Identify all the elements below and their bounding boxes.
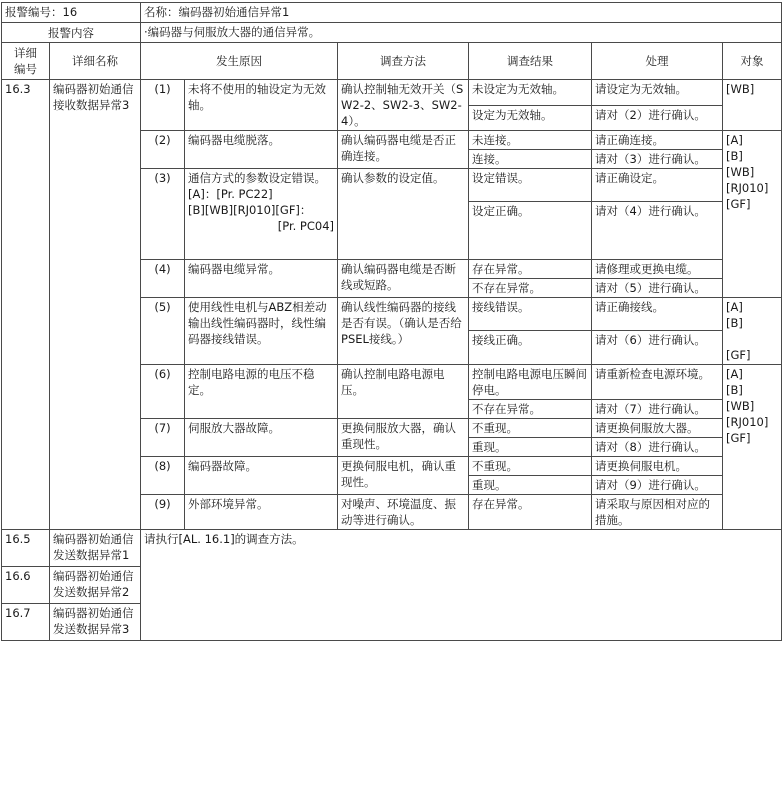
detail-name: 编码器初始通信接收数据异常3 bbox=[50, 80, 141, 530]
result-text: 不重现。 bbox=[469, 419, 592, 438]
col-handling: 处理 bbox=[592, 43, 723, 80]
cause-text: 未将不使用的轴设定为无效轴。 bbox=[185, 80, 338, 131]
handling-text: 请对（7）进行确认。 bbox=[592, 400, 723, 419]
handling-text: 请对（2）进行确认。 bbox=[592, 105, 723, 131]
method-text: 更换伺服电机，确认重现性。 bbox=[338, 457, 469, 495]
cause-row bbox=[2, 80, 782, 106]
handling-text: 请对（6）进行确认。 bbox=[592, 331, 723, 365]
result-text: 存在异常。 bbox=[469, 260, 592, 279]
result-text: 存在异常。 bbox=[469, 495, 592, 530]
handling-text: 请对（3）进行确认。 bbox=[592, 150, 723, 169]
cause-text: 外部环境异常。 bbox=[185, 495, 338, 530]
cause-number: (5) bbox=[141, 298, 185, 365]
result-text: 接线错误。 bbox=[469, 298, 592, 331]
cause-number: (6) bbox=[141, 365, 185, 419]
target-text: [A] [B] [WB] [RJ010] [GF] bbox=[723, 365, 782, 530]
detail-name: 编码器初始通信 发送数据异常2 bbox=[50, 567, 141, 604]
result-text: 设定正确。 bbox=[469, 202, 592, 260]
handling-text: 请对（8）进行确认。 bbox=[592, 438, 723, 457]
handling-text: 请正确连接。 bbox=[592, 131, 723, 150]
alarm-table bbox=[1, 2, 782, 641]
result-text: 连接。 bbox=[469, 150, 592, 169]
detail-number: 16.5 bbox=[2, 530, 50, 567]
col-detail-no: 详细 编号 bbox=[2, 43, 50, 80]
cause-param-c: [Pr. PC04] bbox=[277, 219, 335, 233]
result-text: 重现。 bbox=[469, 476, 592, 495]
result-text: 设定错误。 bbox=[469, 169, 592, 202]
cause-text: 编码器电缆脱落。 bbox=[185, 131, 338, 169]
column-header-row bbox=[2, 43, 782, 80]
target-text: [WB] bbox=[723, 80, 782, 131]
alarm-number: 报警编号：16 bbox=[2, 3, 141, 23]
method-text: 确认编码器电缆是否正确连接。 bbox=[338, 131, 469, 169]
result-text: 重现。 bbox=[469, 438, 592, 457]
detail-number: 16.7 bbox=[2, 604, 50, 641]
handling-text: 请采取与原因相对应的措施。 bbox=[592, 495, 723, 530]
target-text: [A] [B] [WB] [RJ010] [GF] bbox=[723, 131, 782, 298]
alarm-content: ·编码器与伺服放大器的通信异常。 bbox=[141, 23, 782, 43]
handling-text: 请更换伺服电机。 bbox=[592, 457, 723, 476]
detail-row bbox=[2, 530, 782, 567]
alarm-name: 名称：编码器初始通信异常1 bbox=[141, 3, 782, 23]
result-text: 接线正确。 bbox=[469, 331, 592, 365]
handling-text: 请设定为无效轴。 bbox=[592, 80, 723, 106]
cause-number: (3) bbox=[141, 169, 185, 260]
cause-text: 控制电路电源的电压不稳定。 bbox=[185, 365, 338, 419]
cause-text: 编码器故障。 bbox=[185, 457, 338, 495]
target-text: [A] [B] [GF] bbox=[723, 298, 782, 365]
method-text: 确认线性编码器的接线是否有误。（确认是否给PSEL接线。） bbox=[338, 298, 469, 365]
result-text: 设定为无效轴。 bbox=[469, 105, 592, 131]
cause-text: 通信方式的参数设定错误。 bbox=[188, 171, 327, 185]
handling-text: 请正确接线。 bbox=[592, 298, 723, 331]
result-text: 不存在异常。 bbox=[469, 279, 592, 298]
cause-number: (9) bbox=[141, 495, 185, 530]
cause-param-b: [B][WB][RJ010][GF]： bbox=[188, 203, 312, 217]
cause-number: (8) bbox=[141, 457, 185, 495]
handling-text: 请修理或更换电缆。 bbox=[592, 260, 723, 279]
method-text: 确认编码器电缆是否断线或短路。 bbox=[338, 260, 469, 298]
handling-text: 请对（5）进行确认。 bbox=[592, 279, 723, 298]
cause-text: 使用线性电机与ABZ相差动输出线性编码器时，线性编码器接线错误。 bbox=[185, 298, 338, 365]
alarm-content-label: 报警内容 bbox=[2, 23, 141, 43]
result-text: 未设定为无效轴。 bbox=[469, 80, 592, 106]
handling-text: 请对（9）进行确认。 bbox=[592, 476, 723, 495]
handling-text: 请对（4）进行确认。 bbox=[592, 202, 723, 260]
header-row-2 bbox=[2, 23, 782, 43]
detail-number: 16.6 bbox=[2, 567, 50, 604]
cause-text: 编码器电缆异常。 bbox=[185, 260, 338, 298]
cause-number: (1) bbox=[141, 80, 185, 131]
method-text: 对噪声、环境温度、振动等进行确认。 bbox=[338, 495, 469, 530]
col-result: 调查结果 bbox=[469, 43, 592, 80]
result-text: 未连接。 bbox=[469, 131, 592, 150]
result-text: 不重现。 bbox=[469, 457, 592, 476]
cause-param-a: [A]：[Pr. PC22] bbox=[188, 187, 273, 201]
method-text: 更换伺服放大器，确认重现性。 bbox=[338, 419, 469, 457]
method-text: 确认控制轴无效开关（SW2-2、SW2-3、SW2-4）。 bbox=[338, 80, 469, 131]
detail-number: 16.3 bbox=[2, 80, 50, 530]
col-method: 调查方法 bbox=[338, 43, 469, 80]
cause-number: (4) bbox=[141, 260, 185, 298]
result-text: 不存在异常。 bbox=[469, 400, 592, 419]
col-target: 对象 bbox=[723, 43, 782, 80]
cause-text: 伺服放大器故障。 bbox=[185, 419, 338, 457]
method-text: 确认控制电路电源电压。 bbox=[338, 365, 469, 419]
handling-text: 请正确设定。 bbox=[592, 169, 723, 202]
handling-text: 请重新检查电源环境。 bbox=[592, 365, 723, 400]
detail-name: 编码器初始通信 发送数据异常1 bbox=[50, 530, 141, 567]
cause-number: (7) bbox=[141, 419, 185, 457]
col-detail-name: 详细名称 bbox=[50, 43, 141, 80]
cause-text-block bbox=[185, 169, 338, 260]
cause-number: (2) bbox=[141, 131, 185, 169]
shared-method-note: 请执行[AL. 16.1]的调查方法。 bbox=[141, 530, 782, 641]
col-cause: 发生原因 bbox=[141, 43, 338, 80]
header-row-1 bbox=[2, 3, 782, 23]
method-text: 确认参数的设定值。 bbox=[338, 169, 469, 260]
handling-text: 请更换伺服放大器。 bbox=[592, 419, 723, 438]
detail-name: 编码器初始通信 发送数据异常3 bbox=[50, 604, 141, 641]
result-text: 控制电路电源电压瞬间停电。 bbox=[469, 365, 592, 400]
